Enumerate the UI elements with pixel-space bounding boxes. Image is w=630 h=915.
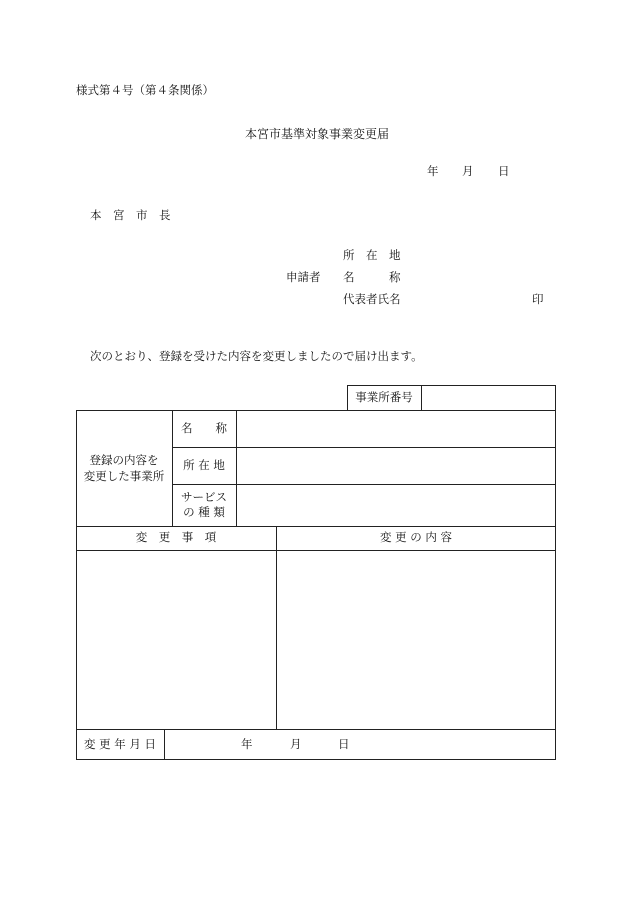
form-number: 様式第４号（第４条関係） bbox=[76, 83, 214, 97]
change-items-header: 変 更 事 項 bbox=[135, 530, 217, 545]
office-section-label bbox=[76, 410, 172, 527]
change-date-label: 変 更 年 月 日 bbox=[83, 736, 157, 751]
date-label-divider bbox=[164, 729, 165, 760]
office-address-field[interactable] bbox=[237, 448, 555, 483]
change-content-header: 変 更 の 内 容 bbox=[379, 530, 453, 545]
service-type-label-line2: の 種 類 bbox=[183, 505, 225, 519]
applicant-address-label: 所 在 地 bbox=[343, 248, 401, 262]
document-title: 本宮市基準対象事業変更届 bbox=[245, 127, 390, 141]
seal-mark: 印 bbox=[532, 292, 544, 306]
office-section-label-line2: 変更した事業所 bbox=[83, 468, 165, 483]
office-number-field[interactable] bbox=[422, 386, 555, 410]
change-date-day: 日 bbox=[338, 737, 350, 751]
service-type-label bbox=[172, 484, 236, 526]
service-type-label-line1: サービス bbox=[181, 489, 227, 504]
office-section-label-line1: 登録の内容を bbox=[89, 453, 159, 467]
addressee: 本 宮 市 長 bbox=[90, 208, 171, 222]
change-date-year: 年 bbox=[241, 737, 253, 751]
applicant-label: 申請者 bbox=[286, 270, 321, 284]
service-type-field[interactable] bbox=[237, 485, 555, 525]
office-address-label: 所 在 地 bbox=[183, 457, 225, 472]
office-name-field[interactable] bbox=[237, 411, 555, 446]
office-number-label: 事業所番号 bbox=[355, 390, 413, 405]
change-date-month: 月 bbox=[290, 737, 302, 751]
statement-text: 次のとおり、登録を受けた内容を変更しましたので届け出ます。 bbox=[90, 349, 423, 363]
representative-label: 代表者氏名 bbox=[343, 292, 401, 306]
change-items-field[interactable] bbox=[77, 551, 275, 728]
date-month-label: 月 bbox=[462, 164, 474, 178]
change-content-field[interactable] bbox=[277, 551, 555, 728]
date-year-label: 年 bbox=[427, 164, 439, 178]
office-name-label: 名 称 bbox=[181, 420, 227, 435]
applicant-name-label: 名 称 bbox=[343, 270, 401, 284]
date-day-label: 日 bbox=[498, 164, 510, 178]
